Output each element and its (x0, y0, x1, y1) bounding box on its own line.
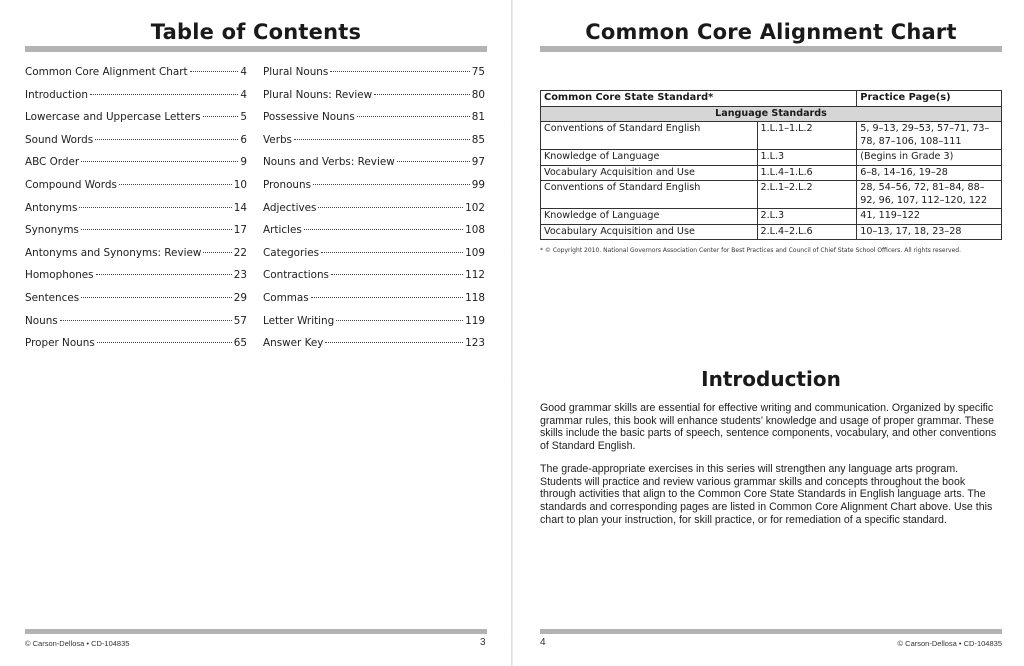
title-rule (25, 46, 487, 52)
toc-entry[interactable] (263, 89, 485, 112)
standard-cell: Conventions of Standard English (541, 122, 758, 150)
toc-entry-page: 99 (471, 178, 485, 191)
toc-entry-title: Sound Words (25, 133, 94, 146)
toc-entry-title: Categories (263, 246, 320, 259)
toc-entry-title: Commas (263, 291, 309, 304)
toc-entry-page: 6 (240, 133, 247, 146)
toc-entry-page: 14 (233, 201, 247, 214)
code-cell: 1.L.3 (757, 150, 857, 166)
left-page (0, 0, 511, 666)
toc-entry-title: Common Core Alignment Chart (25, 66, 188, 78)
toc-entry[interactable] (25, 111, 247, 134)
toc-entry-title: Letter Writing (263, 314, 335, 327)
toc-entry-title: Homophones (25, 269, 94, 282)
toc-entry[interactable] (25, 337, 247, 360)
dot-leader (90, 94, 238, 95)
dot-leader (318, 207, 463, 208)
toc-entry-page: 112 (465, 269, 485, 282)
dot-leader (119, 184, 232, 185)
code-cell: 2.L.4–2.L.6 (757, 224, 857, 240)
dot-leader (357, 116, 470, 117)
toc-entry-title: Nouns (25, 314, 58, 327)
standard-cell: Vocabulary Acquisition and Use (541, 224, 758, 240)
standard-cell: Knowledge of Language (541, 150, 758, 166)
toc-entry-title: Possessive Nouns (263, 111, 355, 124)
toc-entry-page: 5 (240, 111, 247, 124)
toc-entry-title: Antonyms (25, 201, 78, 214)
table-row (541, 181, 1002, 209)
intro-paragraph: Good grammar skills are essential for effective writing and communication. Organized by specific grammar rules, this book will enhance students’ knowledge and usage of proper grammar. These skills include the basic parts of speech, sentence components, vocabulary, and other conventions of Standard English. (540, 402, 997, 453)
toc-entry-title: Lowercase and Uppercase Letters (25, 111, 201, 124)
dot-leader (397, 161, 470, 162)
toc-entry[interactable] (25, 269, 247, 292)
toc-entry-title: Articles (263, 224, 302, 237)
toc-entry-page: 4 (240, 88, 247, 101)
dot-leader (97, 342, 232, 343)
dot-leader (336, 320, 463, 321)
toc-entry[interactable] (25, 315, 247, 338)
toc-column-1 (25, 66, 247, 360)
title-rule (540, 46, 1002, 52)
table-row (541, 165, 1002, 181)
pages-cell: 28, 54–56, 72, 81–84, 88–92, 96, 107, 112–120, 122 (857, 181, 1002, 209)
code-cell: 1.L.1–1.L.2 (757, 122, 857, 150)
toc-entry[interactable] (263, 269, 485, 292)
toc-entry[interactable] (263, 292, 485, 315)
toc-entry-page: 119 (465, 314, 485, 327)
table-header-row (541, 91, 1002, 107)
dot-leader (81, 297, 232, 298)
toc-entry-page: 97 (471, 156, 485, 169)
dot-leader (60, 320, 232, 321)
alignment-table (540, 90, 1002, 240)
dot-leader (95, 139, 238, 140)
toc-entry-page: 65 (233, 337, 247, 350)
toc-entry-title: Contractions (263, 269, 329, 282)
toc-entry-page: 10 (233, 178, 247, 191)
code-cell: 1.L.4–1.L.6 (757, 165, 857, 181)
right-page (513, 0, 1024, 666)
toc-entry-page: 102 (465, 201, 485, 214)
toc-entry[interactable] (263, 134, 485, 157)
dot-leader (190, 71, 239, 72)
code-cell: 2.L.1–2.L.2 (757, 181, 857, 209)
code-cell: 2.L.3 (757, 209, 857, 225)
toc-entry-page: 75 (471, 66, 485, 78)
toc-entry-title: Answer Key (263, 337, 324, 350)
page-number: 3 (480, 637, 486, 648)
toc-entry[interactable] (263, 66, 485, 89)
toc-entry[interactable] (263, 179, 485, 202)
dot-leader (203, 252, 231, 253)
toc-entry-page: 85 (471, 133, 485, 146)
toc-entry[interactable] (25, 179, 247, 202)
section-label: Language Standards (541, 106, 1002, 122)
intro-title: Introduction (701, 367, 841, 391)
toc-entry-title: Introduction (25, 88, 88, 101)
toc-entry[interactable] (25, 156, 247, 179)
page-number: 4 (540, 637, 546, 648)
toc-entry-title: ABC Order (25, 156, 80, 169)
toc-entry[interactable] (25, 247, 247, 270)
dot-leader (96, 274, 232, 275)
toc-entry-page: 29 (233, 291, 247, 304)
toc-entry[interactable] (25, 89, 247, 112)
toc-entry-page: 4 (240, 66, 247, 78)
toc-entry-page: 23 (233, 269, 247, 282)
toc-entry-title: Verbs (263, 133, 292, 146)
toc-entry[interactable] (263, 111, 485, 134)
toc-entry-title: Proper Nouns (25, 337, 95, 350)
dot-leader (81, 229, 232, 230)
toc-entry-title: Antonyms and Synonyms: Review (25, 246, 202, 259)
toc-title: Table of Contents (150, 20, 362, 44)
toc-entry-title: Nouns and Verbs: Review (263, 156, 395, 169)
dot-leader (313, 184, 470, 185)
table-row (541, 224, 1002, 240)
toc-entry[interactable] (263, 156, 485, 179)
dot-leader (311, 297, 464, 298)
toc-entry-page: 17 (233, 224, 247, 237)
pages-cell: (Begins in Grade 3) (857, 150, 1002, 166)
toc-entry[interactable] (25, 66, 247, 89)
pages-cell: 10–13, 17, 18, 23–28 (857, 224, 1002, 240)
pages-cell: 41, 119–122 (857, 209, 1002, 225)
toc-entry-page: 118 (465, 291, 485, 304)
dot-leader (331, 274, 463, 275)
toc-entry[interactable] (263, 202, 485, 225)
table-row (541, 122, 1002, 150)
footer-copyright: © Carson-Dellosa • CD-104835 (25, 639, 130, 648)
standard-cell: Conventions of Standard English (541, 181, 758, 209)
table-row (541, 150, 1002, 166)
dot-leader (330, 71, 469, 72)
table-row (541, 209, 1002, 225)
copyright-footnote: * © Copyright 2010. National Governors Association Center for Best Practices and Council of Chief State School Officers. All rights reserved. (540, 247, 961, 254)
dot-leader (81, 161, 238, 162)
standard-cell: Vocabulary Acquisition and Use (541, 165, 758, 181)
toc-entry-page: 22 (233, 246, 247, 259)
section-row (541, 106, 1002, 122)
toc-entry[interactable] (263, 337, 485, 360)
toc-entry-title: Synonyms (25, 224, 79, 237)
toc-entry[interactable] (25, 202, 247, 225)
toc-entry[interactable] (263, 224, 485, 247)
toc-entry-page: 109 (465, 246, 485, 259)
toc-entry-page: 57 (233, 314, 247, 327)
toc-entry-title: Plural Nouns (263, 66, 329, 78)
toc-entry[interactable] (263, 247, 485, 270)
toc-entry-page: 81 (471, 111, 485, 124)
toc-entry[interactable] (25, 134, 247, 157)
dot-leader (304, 229, 463, 230)
dot-leader (374, 94, 470, 95)
toc-entry-page: 80 (471, 88, 485, 101)
chart-title: Common Core Alignment Chart (585, 20, 957, 44)
toc-entry[interactable] (263, 315, 485, 338)
footer-rule (540, 629, 1002, 634)
pages-cell: 6–8, 14–16, 19–28 (857, 165, 1002, 181)
dot-leader (325, 342, 463, 343)
dot-leader (79, 207, 231, 208)
dot-leader (294, 139, 470, 140)
toc-entry-page: 108 (465, 224, 485, 237)
dot-leader (203, 116, 239, 117)
toc-entry-title: Compound Words (25, 178, 117, 191)
toc-entry-title: Plural Nouns: Review (263, 88, 373, 101)
pages-cell: 5, 9–13, 29–53, 57–71, 73–78, 87–106, 108–111 (857, 122, 1002, 150)
footer-rule (25, 629, 487, 634)
column-header-standard: Common Core State Standard* (541, 91, 857, 107)
toc-entry-page: 123 (465, 337, 485, 350)
toc-entry-title: Adjectives (263, 201, 317, 214)
toc-entry-title: Pronouns (263, 178, 312, 191)
footer-copyright: © Carson-Dellosa • CD-104835 (897, 639, 1002, 648)
column-header-pages: Practice Page(s) (857, 91, 1002, 107)
toc-entry[interactable] (25, 292, 247, 315)
toc-column-2 (263, 66, 485, 360)
dot-leader (321, 252, 463, 253)
standard-cell: Knowledge of Language (541, 209, 758, 225)
intro-paragraph: The grade-appropriate exercises in this series will strengthen any language arts program. Students will practice and review various grammar skills and concepts throughout the book through activities that align to the Common Core State Standards in English language arts. The standards and corresponding pages are listed in Common Core Alignment Chart above. Use this chart to plan your instruction, for skill practice, or for remediation of a specific standard. (540, 463, 993, 526)
toc-entry-title: Sentences (25, 291, 80, 304)
toc-entry-page: 9 (240, 156, 247, 169)
toc-entry[interactable] (25, 224, 247, 247)
